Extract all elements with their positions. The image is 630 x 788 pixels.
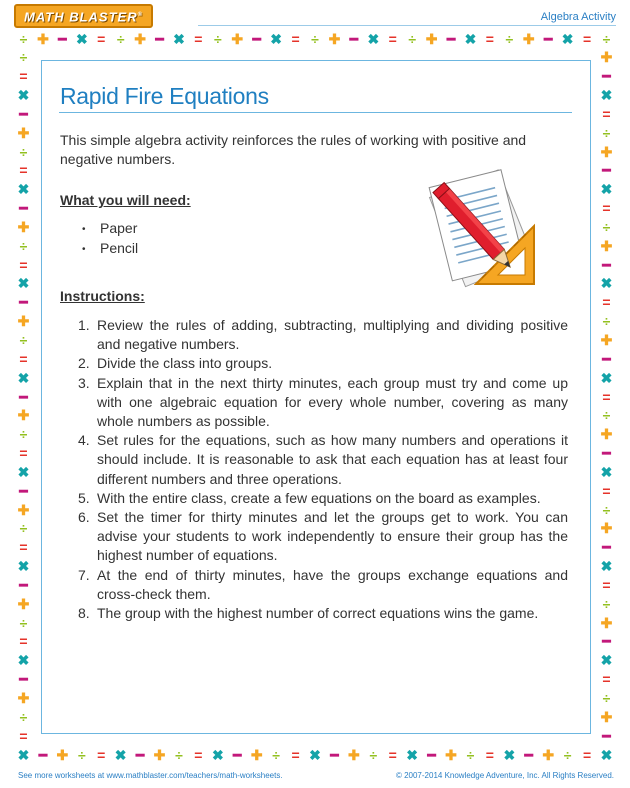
minus-symbol-icon: ━: [38, 746, 48, 763]
title-divider: [59, 112, 572, 113]
minus-symbol-icon: ━: [602, 633, 611, 650]
list-item: [78, 489, 568, 508]
equals-symbol-icon: =: [602, 671, 611, 688]
minus-symbol-icon: ━: [19, 671, 28, 688]
times-symbol-icon: ✖: [600, 652, 613, 669]
step-number: 3.: [78, 374, 90, 391]
step-text: Set the timer for thirty minutes and let the groups get to work. You can advise your students to work independently to ensure their group has the highest number of equations.: [97, 509, 568, 564]
step-text: At the end of thirty minutes, have the groups exchange equations and cross-check them.: [97, 566, 568, 602]
minus-symbol-icon: ━: [543, 30, 553, 47]
equals-symbol-icon: =: [602, 576, 611, 593]
plus-symbol-icon: ✚: [600, 331, 613, 348]
minus-symbol-icon: ━: [19, 388, 28, 405]
times-symbol-icon: ✖: [75, 30, 88, 47]
minus-symbol-icon: ━: [19, 200, 28, 217]
list-item: [82, 239, 138, 259]
equals-symbol-icon: =: [602, 294, 611, 311]
step-number: 1.: [78, 317, 90, 333]
list-item: [78, 508, 568, 566]
times-symbol-icon: ✖: [17, 369, 30, 386]
plus-symbol-icon: ✚: [445, 746, 457, 763]
list-item: [82, 219, 138, 239]
times-symbol-icon: ✖: [17, 558, 30, 575]
list-item: [78, 316, 568, 354]
list-item: [78, 566, 568, 604]
times-symbol-icon: ✖: [17, 746, 30, 763]
divide-symbol-icon: ÷: [602, 501, 611, 518]
equals-symbol-icon: =: [19, 162, 28, 179]
page-title: Rapid Fire Equations: [60, 83, 269, 109]
equals-symbol-icon: =: [388, 30, 397, 47]
divide-symbol-icon: ÷: [19, 708, 28, 725]
plus-symbol-icon: ✚: [17, 313, 30, 330]
list-item: [78, 604, 568, 623]
list-item: [78, 374, 568, 432]
step-text: Review the rules of adding, subtracting, multiplying and dividing positive and negative numbers.: [97, 317, 568, 353]
divide-symbol-icon: ÷: [19, 520, 28, 537]
times-symbol-icon: ✖: [211, 746, 224, 763]
minus-symbol-icon: ━: [349, 30, 359, 47]
equals-symbol-icon: =: [602, 200, 611, 217]
times-symbol-icon: ✖: [406, 746, 419, 763]
plus-symbol-icon: ✚: [56, 746, 69, 763]
times-symbol-icon: ✖: [17, 652, 30, 669]
instructions-list: [78, 316, 568, 623]
divide-symbol-icon: ÷: [213, 30, 222, 47]
plus-symbol-icon: ✚: [231, 30, 244, 47]
equals-symbol-icon: =: [602, 388, 611, 405]
footer-copyright: © 2007-2014 Knowledge Adventure, Inc. All Rights Reserved.: [395, 771, 614, 780]
plus-symbol-icon: ✚: [17, 218, 30, 235]
minus-symbol-icon: ━: [524, 746, 533, 763]
equals-symbol-icon: =: [97, 30, 106, 47]
equals-symbol-icon: =: [19, 445, 28, 462]
minus-symbol-icon: ━: [252, 30, 261, 47]
equals-symbol-icon: =: [291, 30, 300, 47]
divide-symbol-icon: ÷: [272, 746, 280, 763]
plus-symbol-icon: ✚: [250, 746, 263, 763]
plus-symbol-icon: ✚: [17, 407, 30, 424]
equals-symbol-icon: =: [19, 68, 28, 85]
times-symbol-icon: ✖: [600, 181, 613, 198]
divide-symbol-icon: ÷: [466, 746, 475, 763]
plus-symbol-icon: ✚: [17, 124, 30, 141]
plus-symbol-icon: ✚: [328, 30, 341, 47]
plus-symbol-icon: ✚: [17, 595, 30, 612]
plus-symbol-icon: ✚: [542, 746, 555, 763]
minus-symbol-icon: ━: [446, 30, 456, 47]
divide-symbol-icon: ÷: [563, 746, 572, 763]
minus-symbol-icon: ━: [602, 539, 611, 556]
paper-pencil-ruler-illustration: [422, 166, 542, 290]
divide-symbol-icon: ÷: [602, 218, 611, 235]
equals-symbol-icon: =: [388, 746, 397, 763]
times-symbol-icon: ✖: [503, 746, 516, 763]
divide-symbol-icon: ÷: [175, 746, 183, 763]
divide-symbol-icon: ÷: [311, 30, 319, 47]
list-item: [78, 431, 568, 489]
equals-symbol-icon: =: [19, 633, 28, 650]
materials-heading: What you will need:: [60, 192, 191, 208]
divide-symbol-icon: ÷: [19, 426, 28, 443]
times-symbol-icon: ✖: [600, 369, 613, 386]
minus-symbol-icon: ━: [602, 162, 611, 179]
step-number: 8.: [78, 605, 90, 622]
equals-symbol-icon: =: [19, 727, 28, 744]
worksheet-panel: [41, 60, 591, 734]
equals-symbol-icon: =: [485, 746, 494, 763]
minus-symbol-icon: ━: [58, 30, 67, 47]
plus-symbol-icon: ✚: [134, 30, 146, 47]
equals-symbol-icon: =: [582, 30, 592, 47]
equals-symbol-icon: =: [97, 746, 106, 763]
plus-symbol-icon: ✚: [522, 30, 535, 47]
divide-symbol-icon: ÷: [408, 30, 416, 47]
times-symbol-icon: ✖: [600, 87, 613, 104]
divide-symbol-icon: ÷: [19, 49, 28, 66]
times-symbol-icon: ✖: [309, 746, 321, 763]
equals-symbol-icon: =: [602, 105, 611, 122]
divide-symbol-icon: ÷: [19, 331, 28, 348]
times-symbol-icon: ✖: [600, 463, 613, 480]
divide-symbol-icon: ÷: [602, 124, 611, 141]
times-symbol-icon: ✖: [561, 30, 574, 47]
minus-symbol-icon: ━: [19, 294, 28, 311]
times-symbol-icon: ✖: [270, 30, 282, 47]
minus-symbol-icon: ━: [19, 105, 28, 122]
divide-symbol-icon: ÷: [19, 237, 28, 254]
times-symbol-icon: ✖: [464, 30, 477, 47]
minus-symbol-icon: ━: [233, 746, 242, 763]
plus-symbol-icon: ✚: [153, 746, 166, 763]
minus-symbol-icon: ━: [602, 727, 611, 744]
equals-symbol-icon: =: [194, 30, 203, 47]
step-text: Set rules for the equations, such as how many numbers and operations it should include. It is reasonable to ask that each equation has at least four different numbers and three operations.: [97, 432, 568, 487]
plus-symbol-icon: ✚: [17, 689, 30, 706]
times-symbol-icon: ✖: [367, 30, 380, 47]
math-blaster-logo[interactable]: [14, 4, 153, 28]
list-item: [78, 354, 568, 373]
step-number: 2.: [78, 355, 90, 372]
step-number: 6.: [78, 509, 90, 526]
step-number: 4.: [78, 432, 90, 449]
equals-symbol-icon: =: [485, 30, 494, 47]
times-symbol-icon: ✖: [17, 275, 30, 292]
divide-symbol-icon: ÷: [602, 407, 611, 424]
plus-symbol-icon: ✚: [600, 426, 613, 443]
plus-symbol-icon: ✚: [17, 501, 30, 518]
equals-symbol-icon: =: [19, 350, 28, 367]
step-text: The group with the highest number of correct equations wins the game.: [97, 605, 539, 622]
minus-symbol-icon: ━: [19, 576, 28, 593]
step-number: 5.: [78, 489, 90, 506]
divide-symbol-icon: ÷: [19, 30, 28, 47]
equals-symbol-icon: =: [19, 539, 28, 556]
minus-symbol-icon: ━: [135, 746, 145, 763]
plus-symbol-icon: ✚: [600, 49, 613, 66]
plus-symbol-icon: ✚: [600, 520, 613, 537]
logo-text: MATH BLASTER: [24, 9, 138, 25]
times-symbol-icon: ✖: [600, 746, 613, 763]
divide-symbol-icon: ÷: [602, 595, 611, 612]
times-symbol-icon: ✖: [600, 558, 613, 575]
times-symbol-icon: ✖: [17, 463, 30, 480]
minus-symbol-icon: ━: [602, 68, 611, 85]
times-symbol-icon: ✖: [114, 746, 127, 763]
divide-symbol-icon: ÷: [116, 30, 125, 47]
divide-symbol-icon: ÷: [77, 746, 86, 763]
plus-symbol-icon: ✚: [600, 614, 613, 631]
step-text: With the entire class, create a few equations on the board as examples.: [97, 489, 541, 506]
step-number: 7.: [78, 566, 90, 583]
footer-worksheets-link[interactable]: See more worksheets at www.mathblaster.com/teachers/math-worksheets.: [18, 771, 283, 780]
equals-symbol-icon: =: [194, 746, 203, 763]
intro-paragraph: This simple algebra activity reinforces the rules of working with positive and negative numbers.: [60, 132, 527, 167]
header-divider: [198, 25, 616, 26]
step-text: Explain that in the next thirty minutes, each group must try and come up with one algebraic equation for every whole number, covering as many whole numbers as possible.: [97, 374, 568, 430]
equals-symbol-icon: =: [602, 482, 611, 499]
minus-symbol-icon: ━: [330, 746, 339, 763]
divide-symbol-icon: ÷: [602, 689, 611, 706]
times-symbol-icon: ✖: [173, 30, 185, 47]
divide-symbol-icon: ÷: [505, 30, 514, 47]
activity-type-label: Algebra Activity: [540, 11, 616, 23]
divide-symbol-icon: ÷: [602, 30, 611, 47]
header: [0, 0, 630, 26]
plus-symbol-icon: ✚: [348, 746, 360, 763]
times-symbol-icon: ✖: [17, 87, 30, 104]
times-symbol-icon: ✖: [600, 275, 613, 292]
plus-symbol-icon: ✚: [37, 30, 49, 47]
times-symbol-icon: ✖: [17, 181, 30, 198]
equals-symbol-icon: =: [291, 746, 300, 763]
minus-symbol-icon: ━: [427, 746, 436, 763]
plus-symbol-icon: ✚: [600, 143, 613, 160]
divide-symbol-icon: ÷: [369, 746, 378, 763]
minus-symbol-icon: ━: [155, 30, 164, 47]
minus-symbol-icon: ━: [602, 256, 611, 273]
logo-registered-mark: ®: [137, 12, 144, 18]
divide-symbol-icon: ÷: [602, 313, 611, 330]
list-item-label: Paper: [100, 220, 138, 236]
plus-symbol-icon: ✚: [600, 237, 613, 254]
list-item-label: Pencil: [100, 240, 139, 256]
equals-symbol-icon: =: [19, 256, 28, 273]
plus-symbol-icon: ✚: [425, 30, 438, 47]
plus-symbol-icon: ✚: [600, 708, 613, 725]
minus-symbol-icon: ━: [602, 445, 611, 462]
equals-symbol-icon: =: [582, 746, 592, 763]
divide-symbol-icon: ÷: [19, 143, 28, 160]
step-text: Divide the class into groups.: [97, 355, 273, 372]
materials-list: [82, 219, 138, 259]
divide-symbol-icon: ÷: [19, 614, 28, 631]
instructions-heading: Instructions:: [60, 288, 145, 304]
minus-symbol-icon: ━: [19, 482, 28, 499]
minus-symbol-icon: ━: [602, 350, 611, 367]
